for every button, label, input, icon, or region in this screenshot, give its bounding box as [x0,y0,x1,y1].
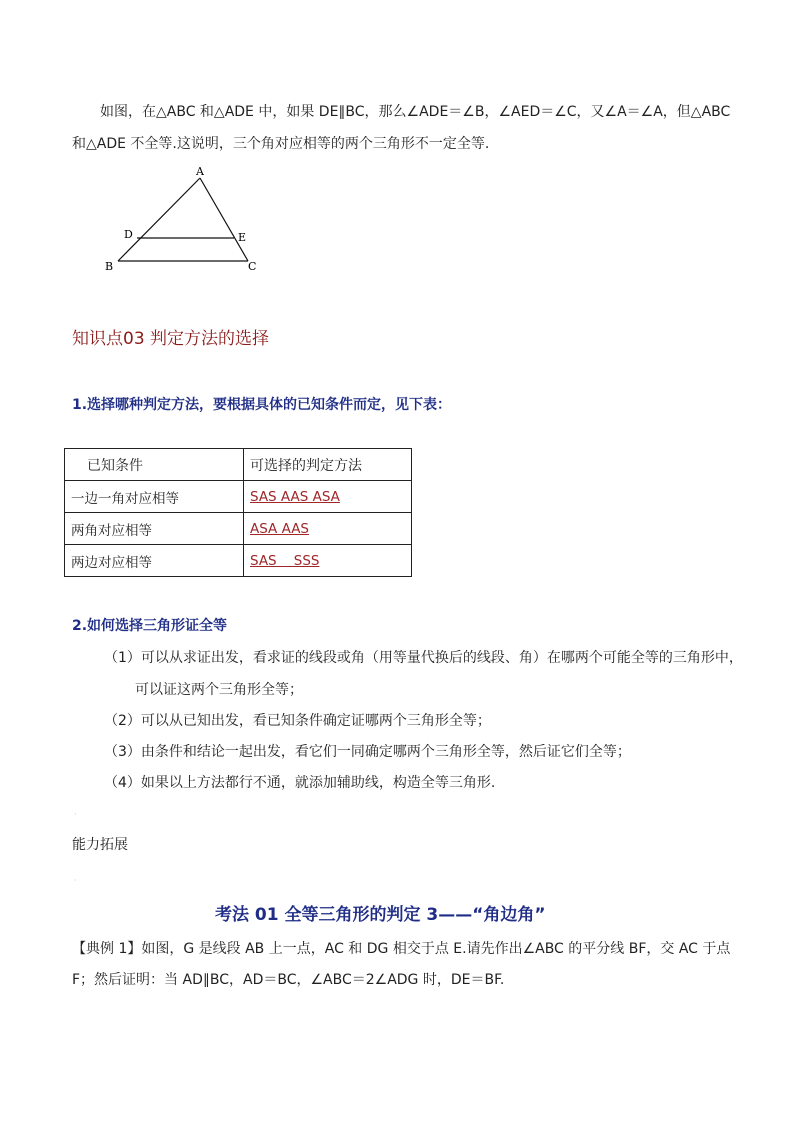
label-e: E [238,231,247,244]
table-cell-condition: 两边对应相等 [65,545,244,577]
list-item: （3）由条件和结论一起出发，看它们一同确定哪两个三角形全等，然后证它们全等； [104,744,631,760]
paragraph-mark: · [74,876,77,885]
knowledge-subtitle-1: 1.选择哪种判定方法，要根据具体的已知条件而定，见下表： [72,397,452,413]
list-item: （1）可以从求证出发，看求证的线段或角（用等量代换后的线段、角）在哪两个可能全等的三角形中， [104,650,743,666]
section-label: 能力拓展 [72,837,128,853]
table-cell-methods[interactable]: ASA AAS [250,520,309,537]
label-d: D [124,228,133,241]
label-c: C [248,260,257,273]
example-line-1: 【典例 1】如图，G 是线段 AB 上一点，AC 和 DG 相交于点 E.请先作出∠ABC 的平分线 BF，交 AC 于点 [72,941,731,957]
method-title: 考法 01 全等三角形的判定 3——“角边角” [215,905,546,925]
table-header-row [65,449,412,481]
intro-line-2: 和△ADE 不全等.这说明，三个角对应相等的两个三角形不一定全等. [72,136,490,152]
table-header-methods: 可选择的判定方法 [244,449,412,481]
list-item: 可以证这两个三角形全等； [135,682,303,698]
knowledge-subtitle-2: 2.如何选择三角形证全等 [72,618,228,634]
example-line-2: F；然后证明：当 AD∥BC，AD＝BC，∠ABC＝2∠ADG 时，DE＝BF. [72,972,505,988]
label-a: A [196,165,204,178]
list-item: （2）可以从已知出发，看已知条件确定证哪两个三角形全等； [104,713,491,729]
table-header-condition: 已知条件 [65,449,244,481]
knowledge-title: 知识点03 判定方法的选择 [72,329,270,349]
table-row [65,513,412,545]
table-cell-methods[interactable]: SAS SSS [250,552,320,569]
table-cell-condition: 两角对应相等 [65,513,244,545]
paragraph-mark: · [74,810,77,819]
side-ab [118,178,200,261]
table-row [65,481,412,513]
triangle-figure [100,160,270,278]
label-b: B [105,260,114,273]
list-item: （4）如果以上方法都行不通，就添加辅助线，构造全等三角形. [104,775,496,791]
intro-line-1: 如图，在△ABC 和△ADE 中，如果 DE∥BC，那么∠ADE＝∠B，∠AED＝∠C，又∠A＝∠A，但△ABC [100,104,731,120]
table-cell-methods[interactable]: SAS AAS ASA [250,488,340,505]
table-row [65,545,412,577]
table-cell-condition: 一边一角对应相等 [65,481,244,513]
side-ac [200,178,248,261]
method-table [64,448,412,577]
